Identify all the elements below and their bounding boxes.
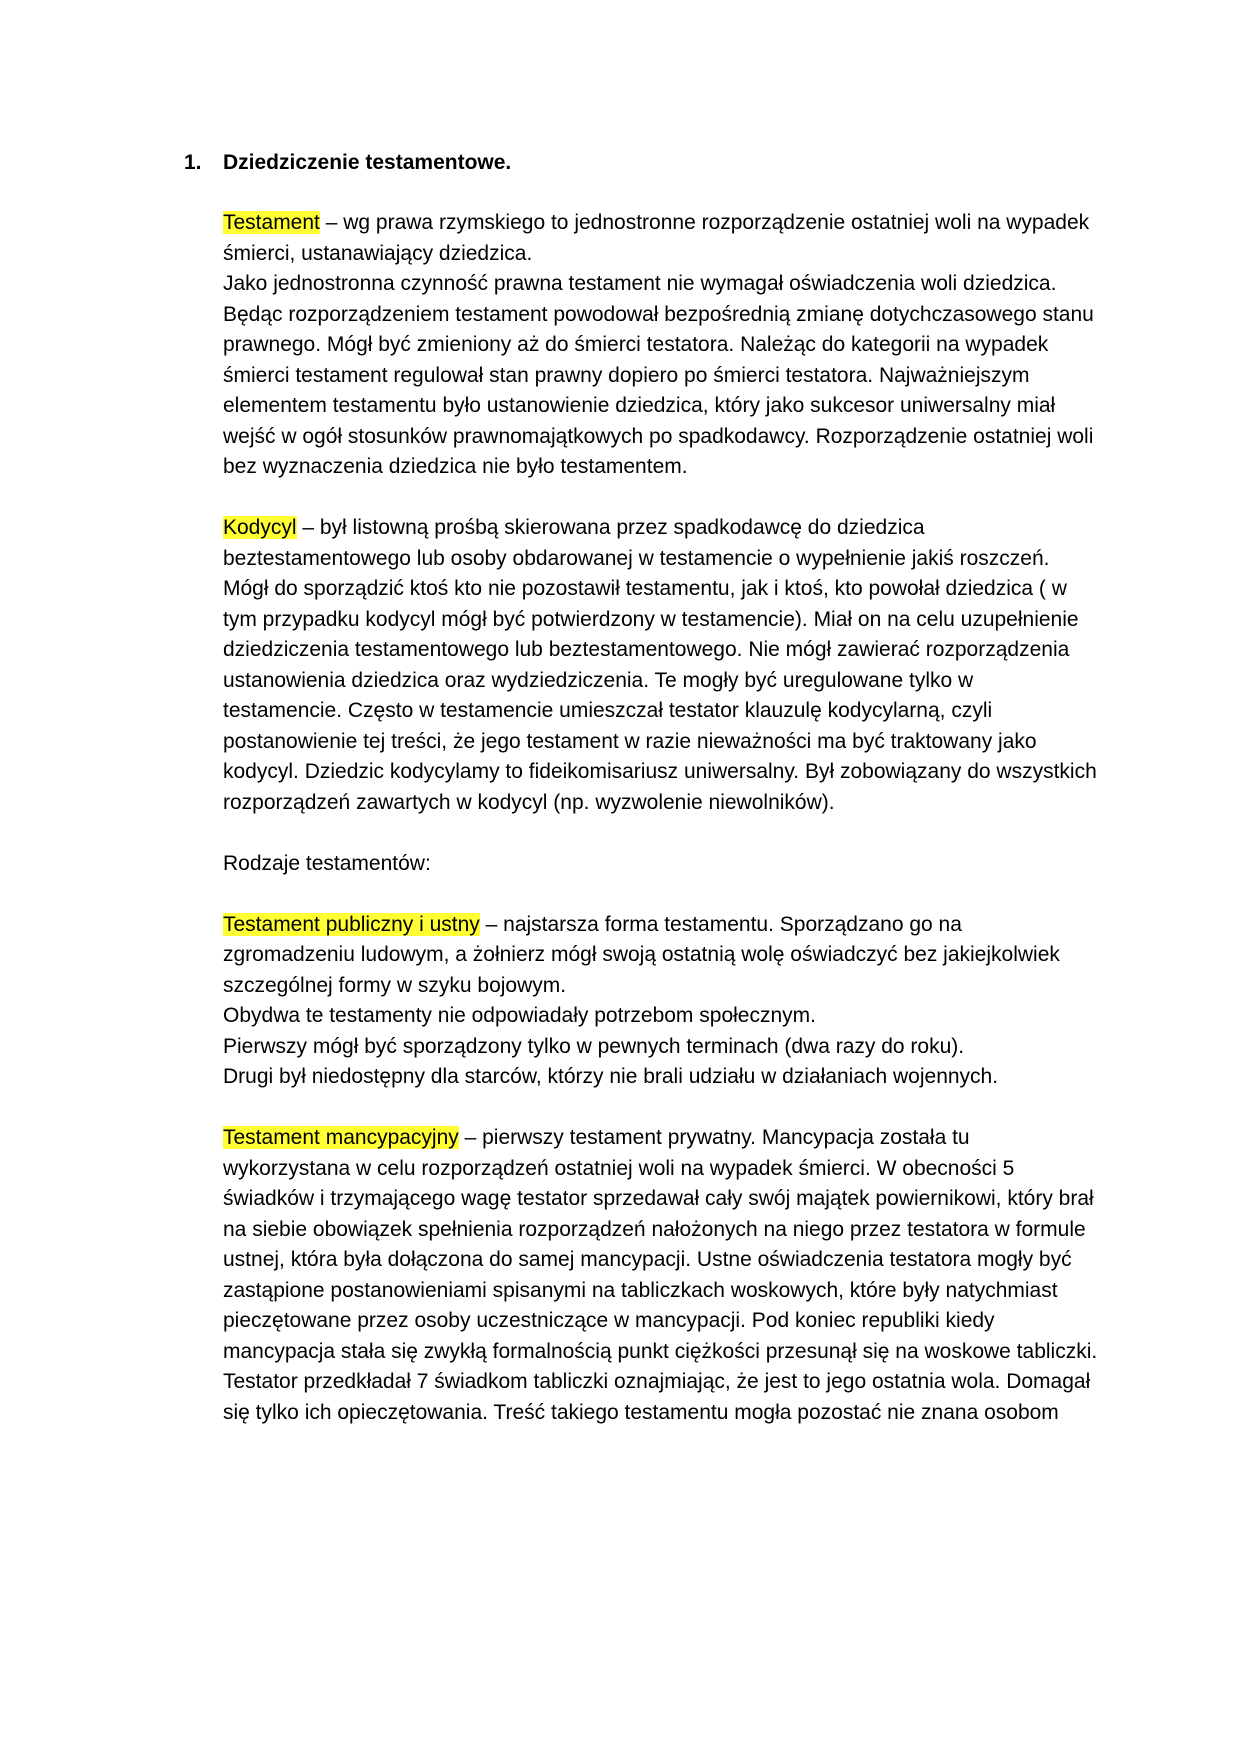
kodycyl-definition-paragraph <box>223 513 1098 574</box>
section-heading <box>184 148 511 178</box>
highlighted-term-kodycyl: Kodycyl <box>223 516 297 539</box>
heading-text: Dziedziczenie testamentowe. <box>223 151 512 174</box>
types-heading: Rodzaje testamentów: <box>223 851 431 875</box>
publiczny-definition-paragraph <box>223 910 1098 1002</box>
publiczny-line-4: Drugi był niedostępny dla starców, którzy nie brali udziału w działaniach wojennych. <box>223 1065 999 1088</box>
publiczny-line-3: Pierwszy mógł być sporządzony tylko w pewnych terminach (dwa razy do roku). <box>223 1034 965 1058</box>
testament-definition: – wg prawa rzymskiego to jednostronne rozporządzenie ostatniej woli na wypadek śmierci, ustanawiający dziedzica. <box>223 211 1090 265</box>
highlighted-term-mancypacyjny: Testament mancypacyjny <box>223 1126 459 1149</box>
heading-number: 1. <box>184 151 202 174</box>
highlighted-term-publiczny: Testament publiczny i ustny <box>223 912 480 936</box>
testament-definition-paragraph <box>223 208 1098 269</box>
mancypacyjny-definition: – pierwszy testament prywatny. Mancypacja została tu wykorzystana w celu rozporządzeń ostatniej woli na wypadek śmierci. W obecności 5 świadków i trzymającego wagę testator sprzedawał cały swój majątek powiernikowi, który brał na siebie obowiązek spełnienia rozporządzeń nałożonych na niego przez testatora w formule ustnej, która była dołączona do samej mancypacji. Ustne oświadczenia testatora mogły być zastąpione postanowieniami spisanymi na tabliczkach woskowych, które były natychmiast pieczętowane przez osoby uczestniczące w mancypacji. Pod koniec republiki kiedy mancypacja stała się zwykłą formalnością punkt ciężkości przesunął się na woskowe tabliczki. Testator przedkładał 7 świadkom tabliczki oznajmiając, że jest to jego ostatnia wola. Domagał się tylko ich opieczętowania. Treść takiego testamentu mogła pozostać nie znana osobom <box>223 1126 1098 1424</box>
highlighted-term-testament: Testament <box>223 211 320 234</box>
kodycyl-definition: – był listowną prośbą skierowana przez spadkodawcę do dziedzica beztestamentowego lub osoby obdarowanej w testamencie o wypełnienie jakiś roszczeń. <box>223 516 1050 570</box>
testament-body-paragraph: Jako jednostronna czynność prawna testament nie wymagał oświadczenia woli dziedzica. Będąc rozporządzeniem testament powodował bezpośrednią zmianę dotychczasowego stanu prawnego. Mógł być zmieniony aż do śmierci testatora. Należąc do kategorii na wypadek śmierci testament regulował stan prawny dopiero po śmierci testatora. Najważniejszym elementem testamentu było ustanowienie dziedzica, który jako sukcesor uniwersalny miał wejść w ogół stosunków prawnomajątkowych po spadkodawcy. Rozporządzenie ostatniej woli bez wyznaczenia dziedzica nie było testamentem. <box>223 272 1094 478</box>
publiczny-line-2: Obydwa te testamenty nie odpowiadały potrzebom społecznym. <box>223 1004 816 1027</box>
mancypacyjny-paragraph <box>223 1123 1098 1428</box>
kodycyl-body-paragraph: Mógł do sporządzić ktoś kto nie pozostawił testamentu, jak i ktoś, kto powołał dziedzica ( w tym przypadku kodycyl mógł być potwierdzony w testamencie). Miał on na celu uzupełnienie dziedziczenia testamentowego lub beztestamentowego. Nie mógł zawierać rozporządzenia ustanowienia dziedzica oraz wydziedziczenia. Te mogły być uregulowane tylko w testamencie. Często w testamencie umieszczał testator klauzulę kodycylarną, czyli postanowienie tej treści, że jego testament w razie nieważności ma być traktowany jako kodycyl. Dziedzic kodycylamy to fideikomisariusz uniwersalny. Był zobowiązany do wszystkich rozporządzeń zawartych w kodycyl (np. wyzwolenie niewolników). <box>223 577 1097 814</box>
publiczny-definition: – najstarsza forma testamentu. Sporządzano go na zgromadzeniu ludowym, a żołnierz mógł swoją ostatnią wolę oświadczyć bez jakiejkolwiek szczególnej formy w szyku bojowym. <box>223 912 1060 997</box>
document-body <box>223 208 1098 1428</box>
